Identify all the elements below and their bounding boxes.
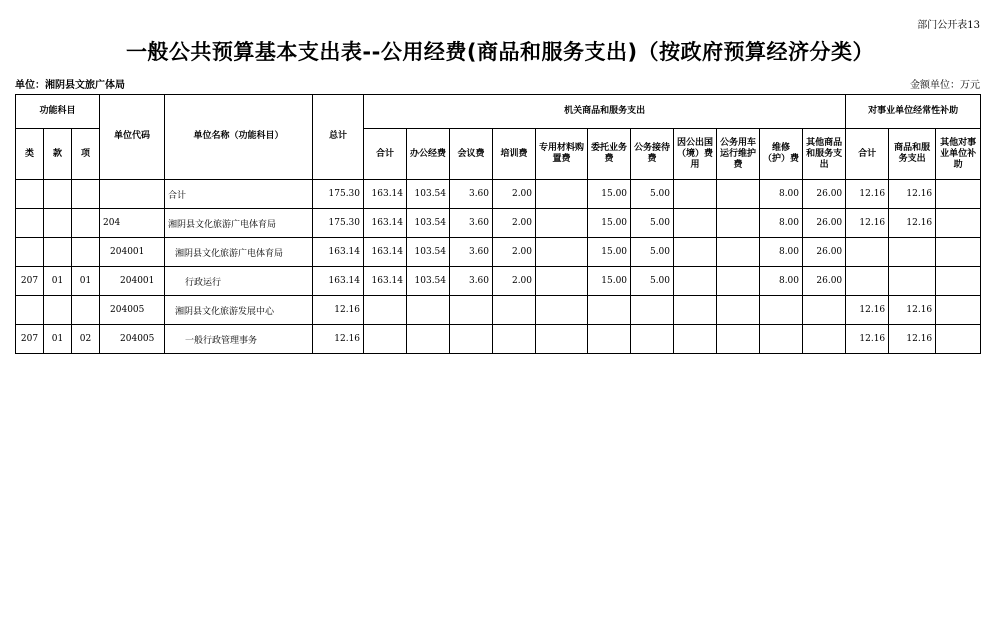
cell-org-value: 8.00 [760,180,803,209]
cell-org-value [674,209,717,238]
cell-xiang: 02 [72,325,100,354]
cell-org-value [803,296,846,325]
cell-subsidy-value: 12.16 [846,296,889,325]
cell-subsidy-value: 12.16 [889,325,936,354]
cell-org-value [760,325,803,354]
cell-org-value [450,325,493,354]
cell-total: 175.30 [313,180,364,209]
cell-org-value [536,267,588,296]
cell-org-value [588,296,631,325]
cell-org-value: 103.54 [407,267,450,296]
cell-org-value: 15.00 [588,180,631,209]
cell-kuan [44,296,72,325]
cell-subsidy-value: 12.16 [846,209,889,238]
cell-org-value [717,180,760,209]
cell-unit-code: 204001 [100,238,165,267]
cell-org-value [631,325,674,354]
cell-xiang [72,209,100,238]
cell-lei [16,238,44,267]
table-row [16,325,981,354]
cell-unit-name: 湘阴县文化旅游广电体育局 [165,238,313,267]
cell-org-value: 3.60 [450,238,493,267]
cell-org-value: 15.00 [588,209,631,238]
table-row [16,238,981,267]
cell-org-value [536,296,588,325]
cell-unit-name: 行政运行 [165,267,313,296]
cell-org-value [588,325,631,354]
cell-org-value [674,325,717,354]
cell-org-value [760,296,803,325]
cell-lei: 207 [16,267,44,296]
header-org-col: 专用材料购置费 [536,129,588,180]
header-org-col: 合计 [364,129,407,180]
cell-org-value [717,238,760,267]
cell-kuan: 01 [44,267,72,296]
cell-org-value: 3.60 [450,267,493,296]
cell-org-value: 8.00 [760,238,803,267]
header-total: 总计 [313,95,364,180]
header-org-col: 公务用车运行维护费 [717,129,760,180]
cell-xiang [72,296,100,325]
cell-org-value [803,325,846,354]
cell-org-value [536,238,588,267]
header-xiang: 项 [72,129,100,180]
cell-org-value [717,296,760,325]
cell-org-value: 163.14 [364,209,407,238]
cell-org-value: 26.00 [803,180,846,209]
cell-org-value: 103.54 [407,180,450,209]
header-org-col: 其他商品和服务支出 [803,129,846,180]
header-subsidy-col: 其他对事业单位补助 [936,129,981,180]
cell-org-value [450,296,493,325]
table-row [16,209,981,238]
cell-total: 12.16 [313,325,364,354]
cell-kuan [44,238,72,267]
cell-total: 175.30 [313,209,364,238]
cell-org-value: 26.00 [803,209,846,238]
header-org-col: 培训费 [493,129,536,180]
header-unit-code: 单位代码 [100,95,165,180]
header-org-col: 办公经费 [407,129,450,180]
cell-subsidy-value: 12.16 [889,296,936,325]
header-org-col: 维修（护）费 [760,129,803,180]
header-subsidy-col: 商品和服务支出 [889,129,936,180]
cell-org-value [536,209,588,238]
cell-subsidy-value [936,267,981,296]
cell-org-value: 3.60 [450,180,493,209]
cell-org-value [717,209,760,238]
cell-org-value: 2.00 [493,180,536,209]
cell-unit-name: 湘阴县文化旅游发展中心 [165,296,313,325]
cell-subsidy-value [936,238,981,267]
cell-org-value: 2.00 [493,209,536,238]
cell-subsidy-value: 12.16 [889,180,936,209]
cell-subsidy-value: 12.16 [846,180,889,209]
cell-lei [16,296,44,325]
cell-org-value: 2.00 [493,267,536,296]
cell-org-value [364,325,407,354]
cell-subsidy-value [889,238,936,267]
cell-org-value [717,325,760,354]
cell-kuan: 01 [44,325,72,354]
header-func-subject: 功能科目 [16,95,100,129]
cell-org-value [631,296,674,325]
cell-org-value: 163.14 [364,180,407,209]
cell-org-value [674,238,717,267]
cell-unit-code [100,180,165,209]
header-org-col: 委托业务费 [588,129,631,180]
cell-kuan [44,209,72,238]
report-number-label: 部门公开表13 [917,20,980,31]
cell-kuan [44,180,72,209]
cell-xiang: 01 [72,267,100,296]
cell-org-value [536,180,588,209]
cell-xiang [72,238,100,267]
header-org-col: 会议费 [450,129,493,180]
unit-label: 单位：湘阴县文旅广体局 [15,80,125,91]
cell-xiang [72,180,100,209]
cell-lei [16,209,44,238]
cell-org-value [674,267,717,296]
cell-total: 12.16 [313,296,364,325]
cell-org-value: 5.00 [631,238,674,267]
cell-org-value [493,296,536,325]
header-subsidy: 对事业单位经常性补助 [846,95,981,129]
cell-total: 163.14 [313,267,364,296]
cell-unit-code: 204 [100,209,165,238]
cell-total: 163.14 [313,238,364,267]
cell-org-value: 103.54 [407,238,450,267]
cell-subsidy-value [936,209,981,238]
budget-table [15,94,981,354]
cell-org-value: 5.00 [631,267,674,296]
table-row [16,267,981,296]
table-row [16,180,981,209]
header-unit-name: 单位名称（功能科目） [165,95,313,180]
money-unit-label: 金额单位：万元 [910,80,980,91]
cell-unit-name: 合计 [165,180,313,209]
cell-org-value: 5.00 [631,209,674,238]
page-title: 一般公共预算基本支出表--公用经费(商品和服务支出)（按政府预算经济分类） [125,40,875,64]
cell-org-value: 8.00 [760,209,803,238]
cell-org-value [717,267,760,296]
cell-org-value: 15.00 [588,267,631,296]
cell-lei: 207 [16,325,44,354]
cell-org-value: 26.00 [803,238,846,267]
cell-subsidy-value [936,325,981,354]
cell-org-value [674,296,717,325]
cell-org-value: 26.00 [803,267,846,296]
cell-subsidy-value [846,267,889,296]
cell-org-value [364,296,407,325]
cell-subsidy-value [846,238,889,267]
cell-subsidy-value: 12.16 [889,209,936,238]
cell-org-value [407,296,450,325]
cell-org-value [674,180,717,209]
cell-org-value: 3.60 [450,209,493,238]
header-kuan: 款 [44,129,72,180]
cell-org-value [493,325,536,354]
header-lei: 类 [16,129,44,180]
header-org-col: 因公出国（境）费用 [674,129,717,180]
cell-unit-name: 湘阴县文化旅游广电体育局 [165,209,313,238]
cell-subsidy-value [889,267,936,296]
cell-org-value: 2.00 [493,238,536,267]
header-subsidy-col: 合计 [846,129,889,180]
table-row [16,296,981,325]
cell-subsidy-value: 12.16 [846,325,889,354]
cell-subsidy-value [936,296,981,325]
cell-org-value: 163.14 [364,267,407,296]
cell-org-value: 103.54 [407,209,450,238]
cell-unit-code: 204005 [100,325,165,354]
cell-unit-code: 204001 [100,267,165,296]
cell-subsidy-value [936,180,981,209]
cell-lei [16,180,44,209]
cell-unit-code: 204005 [100,296,165,325]
cell-org-value: 15.00 [588,238,631,267]
cell-org-value [536,325,588,354]
header-org-goods: 机关商品和服务支出 [364,95,846,129]
cell-org-value: 5.00 [631,180,674,209]
cell-org-value: 163.14 [364,238,407,267]
cell-unit-name: 一般行政管理事务 [165,325,313,354]
header-org-col: 公务接待费 [631,129,674,180]
cell-org-value [407,325,450,354]
cell-org-value: 8.00 [760,267,803,296]
